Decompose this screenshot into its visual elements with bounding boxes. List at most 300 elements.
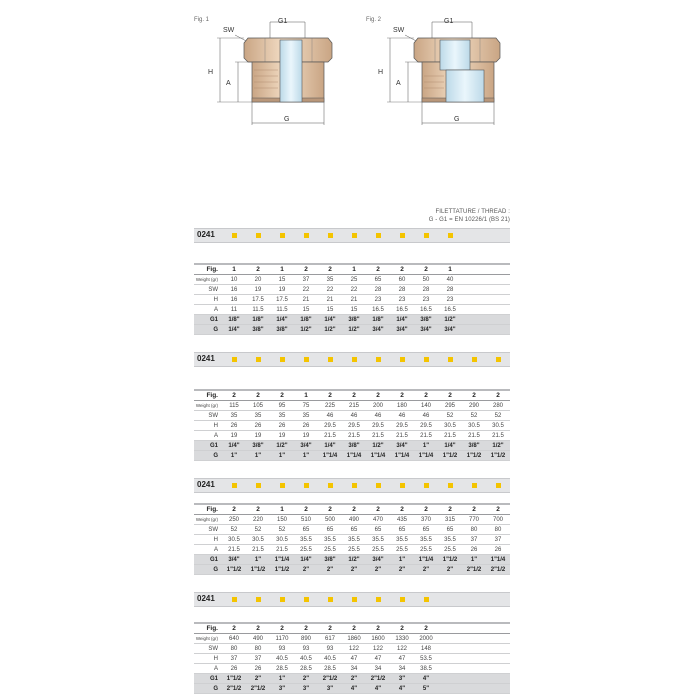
- spec-cell: 1: [270, 504, 294, 515]
- spec-cell: 1"1/2: [246, 565, 270, 575]
- spec-cell: 2: [342, 623, 366, 634]
- availability-dot: [352, 597, 357, 602]
- spec-cell: 40.5: [270, 654, 294, 664]
- availability-dot: [448, 233, 453, 238]
- spec-cell: [462, 315, 486, 325]
- spec-cell: 215: [342, 401, 366, 411]
- availability-dot: [400, 357, 405, 362]
- spec-cell: 37: [246, 654, 270, 664]
- spec-cell: 65: [366, 275, 390, 285]
- row-label: H: [194, 535, 222, 545]
- spec-cell: 35: [246, 411, 270, 421]
- spec-cell: 35.5: [294, 535, 318, 545]
- spec-cell: 1860: [342, 634, 366, 644]
- availability-dot: [328, 483, 333, 488]
- availability-dot: [256, 357, 261, 362]
- spec-cell: [438, 623, 462, 634]
- row-label: G: [194, 565, 222, 575]
- spec-cell: 1"1/4: [414, 555, 438, 565]
- row-label: Fig.: [194, 623, 222, 634]
- spec-cell: 25.5: [390, 545, 414, 555]
- spec-cell: 35.5: [342, 535, 366, 545]
- spec-cell: 1: [270, 264, 294, 275]
- row-label: Weight (gr): [194, 634, 222, 644]
- spec-cell: 25: [342, 275, 366, 285]
- spec-cell: 75: [294, 401, 318, 411]
- spec-row-h: [194, 421, 510, 431]
- spec-cell: 40.5: [294, 654, 318, 664]
- spec-cell: 11: [222, 305, 246, 315]
- spec-cell: 490: [246, 634, 270, 644]
- spec-cell: 1"1/4: [390, 451, 414, 461]
- spec-cell: [486, 654, 510, 664]
- fig2-sw-label: SW: [393, 27, 405, 34]
- spec-cell: 52: [486, 411, 510, 421]
- spec-cell: [486, 315, 510, 325]
- fig2-g1-label: G1: [444, 18, 454, 25]
- availability-dot: [256, 233, 261, 238]
- spec-cell: [462, 264, 486, 275]
- spec-cell: 150: [270, 515, 294, 525]
- spec-cell: [462, 664, 486, 674]
- spec-cell: 1/4": [270, 315, 294, 325]
- spec-cell: 1": [462, 555, 486, 565]
- spec-row-g: [194, 684, 510, 694]
- fig2-h-label: H: [378, 69, 384, 76]
- row-label: Weight (gr): [194, 515, 222, 525]
- spec-cell: 34: [390, 664, 414, 674]
- spec-row-sw: [194, 644, 510, 654]
- row-label: A: [194, 545, 222, 555]
- spec-cell: 80: [222, 644, 246, 654]
- availability-dot: [280, 357, 285, 362]
- spec-cell: 1": [414, 441, 438, 451]
- spec-cell: 2: [318, 390, 342, 401]
- spec-cell: 93: [294, 644, 318, 654]
- spec-row-sw: [194, 525, 510, 535]
- spec-cell: 52: [270, 525, 294, 535]
- spec-cell: 28: [414, 285, 438, 295]
- spec-cell: 1/8": [246, 315, 270, 325]
- spec-cell: 3/8": [462, 441, 486, 451]
- spec-cell: 29.5: [342, 421, 366, 431]
- spec-cell: [462, 634, 486, 644]
- spec-cell: 2: [438, 504, 462, 515]
- spec-cell: 20: [246, 275, 270, 285]
- spec-cell: 1/4": [438, 441, 462, 451]
- availability-dot: [328, 597, 333, 602]
- spec-cell: 16.5: [366, 305, 390, 315]
- spec-cell: 21: [294, 295, 318, 305]
- spec-cell: 3/4": [414, 325, 438, 335]
- spec-cell: 16: [222, 285, 246, 295]
- fig1-h-label: H: [208, 69, 214, 76]
- spec-cell: 80: [462, 525, 486, 535]
- spec-cell: 1"1/2: [486, 451, 510, 461]
- spec-cell: 15: [270, 275, 294, 285]
- availability-dot: [304, 597, 309, 602]
- spec-cell: 21.5: [366, 431, 390, 441]
- spec-cell: 1/4": [318, 441, 342, 451]
- spec-cell: [462, 644, 486, 654]
- spec-cell: 122: [366, 644, 390, 654]
- spec-cell: 1/2": [438, 315, 462, 325]
- row-label: G1: [194, 315, 222, 325]
- spec-cell: 315: [438, 515, 462, 525]
- spec-cell: 80: [246, 644, 270, 654]
- row-label: G: [194, 451, 222, 461]
- spec-cell: 25.5: [414, 545, 438, 555]
- spec-row-fig: [194, 504, 510, 515]
- spec-cell: 700: [486, 515, 510, 525]
- spec-cell: [438, 674, 462, 684]
- row-label: SW: [194, 644, 222, 654]
- row-label: G1: [194, 674, 222, 684]
- spec-cell: 30.5: [246, 535, 270, 545]
- spec-cell: 617: [318, 634, 342, 644]
- thread-note-line2: G - G1 = EN 10226/1 (BS 21): [428, 217, 510, 223]
- spec-cell: 1"1/2: [222, 674, 246, 684]
- row-label: Fig.: [194, 390, 222, 401]
- spec-cell: 28: [366, 285, 390, 295]
- spec-cell: 1/2": [342, 325, 366, 335]
- spec-cell: 1/8": [366, 315, 390, 325]
- spec-cell: 3/8": [270, 325, 294, 335]
- availability-dot: [352, 357, 357, 362]
- spec-cell: 2": [438, 565, 462, 575]
- spec-cell: 2: [414, 504, 438, 515]
- row-label: A: [194, 664, 222, 674]
- spec-cell: 2: [270, 623, 294, 634]
- spec-cell: [438, 644, 462, 654]
- spec-cell: 1"1/2: [438, 451, 462, 461]
- spec-cell: [462, 684, 486, 694]
- spec-row-weight: [194, 401, 510, 411]
- spec-cell: 21.5: [414, 431, 438, 441]
- thread-note-line1: FILETTATURE / THREAD :: [435, 209, 510, 215]
- spec-cell: 46: [318, 411, 342, 421]
- spec-cell: [438, 634, 462, 644]
- spec-cell: 23: [366, 295, 390, 305]
- spec-cell: [462, 305, 486, 315]
- row-label: G1: [194, 441, 222, 451]
- spec-cell: 16.5: [438, 305, 462, 315]
- spec-cell: 3/4": [390, 441, 414, 451]
- spec-cell: 28: [438, 285, 462, 295]
- spec-cell: 2: [318, 504, 342, 515]
- spec-cell: 30.5: [222, 535, 246, 545]
- spec-cell: 1": [390, 555, 414, 565]
- spec-cell: 23: [414, 295, 438, 305]
- spec-cell: 35.5: [390, 535, 414, 545]
- spec-cell: [462, 325, 486, 335]
- spec-cell: 470: [366, 515, 390, 525]
- spec-cell: 26: [462, 545, 486, 555]
- spec-row-g1: [194, 674, 510, 684]
- spec-cell: 26: [294, 421, 318, 431]
- spec-row-sw: [194, 285, 510, 295]
- row-label: Weight (gr): [194, 401, 222, 411]
- spec-cell: 500: [318, 515, 342, 525]
- availability-dot: [232, 483, 237, 488]
- spec-row-h: [194, 295, 510, 305]
- spec-cell: 3/8": [318, 555, 342, 565]
- spec-cell: 30.5: [462, 421, 486, 431]
- spec-cell: 1"1/2: [438, 555, 462, 565]
- availability-dot: [376, 357, 381, 362]
- spec-cell: 3": [294, 684, 318, 694]
- spec-cell: [462, 275, 486, 285]
- spec-cell: 21.5: [486, 431, 510, 441]
- spec-cell: 53.5: [414, 654, 438, 664]
- spec-cell: [438, 654, 462, 664]
- spec-cell: 1"1/2: [270, 565, 294, 575]
- spec-cell: 220: [246, 515, 270, 525]
- spec-row-a: [194, 545, 510, 555]
- spec-cell: 2: [366, 390, 390, 401]
- spec-cell: 30.5: [438, 421, 462, 431]
- spec-cell: 46: [342, 411, 366, 421]
- spec-cell: 1": [270, 674, 294, 684]
- fig1-a-label: A: [226, 80, 231, 87]
- spec-cell: 3/4": [294, 441, 318, 451]
- availability-dot: [328, 357, 333, 362]
- spec-cell: 65: [390, 525, 414, 535]
- spec-cell: 35.5: [438, 535, 462, 545]
- spec-cell: 46: [366, 411, 390, 421]
- spec-cell: 1/2": [366, 441, 390, 451]
- spec-cell: 26: [246, 664, 270, 674]
- spec-cell: 2: [318, 264, 342, 275]
- fig2-g-label: G: [454, 116, 460, 123]
- spec-cell: 2: [390, 390, 414, 401]
- spec-cell: 28: [390, 285, 414, 295]
- spec-cell: 60: [390, 275, 414, 285]
- spec-cell: 29.5: [318, 421, 342, 431]
- spec-cell: 3/4": [366, 555, 390, 565]
- spec-row-a: [194, 431, 510, 441]
- spec-cell: 65: [318, 525, 342, 535]
- row-label: SW: [194, 525, 222, 535]
- availability-dot: [472, 357, 477, 362]
- availability-dot: [304, 483, 309, 488]
- spec-cell: 2: [366, 623, 390, 634]
- spec-cell: 47: [342, 654, 366, 664]
- spec-cell: 3": [390, 674, 414, 684]
- spec-cell: 640: [222, 634, 246, 644]
- spec-cell: 1/4": [222, 325, 246, 335]
- spec-cell: 770: [462, 515, 486, 525]
- spec-cell: 2: [366, 264, 390, 275]
- spec-cell: 19: [270, 431, 294, 441]
- spec-cell: 4": [414, 674, 438, 684]
- spec-cell: 52: [246, 525, 270, 535]
- spec-cell: 1170: [270, 634, 294, 644]
- spec-cell: 95: [270, 401, 294, 411]
- spec-cell: 21.5: [270, 545, 294, 555]
- spec-cell: 15: [318, 305, 342, 315]
- spec-cell: 30.5: [486, 421, 510, 431]
- code-bar: [194, 352, 510, 367]
- spec-cell: 35: [318, 275, 342, 285]
- spec-cell: 19: [246, 285, 270, 295]
- availability-dot: [400, 597, 405, 602]
- spec-cell: 10: [222, 275, 246, 285]
- article-code: 0241: [197, 230, 215, 239]
- spec-row-fig: [194, 390, 510, 401]
- spec-cell: 2: [414, 623, 438, 634]
- spec-cell: 2: [246, 504, 270, 515]
- spec-row-sw: [194, 411, 510, 421]
- spec-cell: 2: [222, 504, 246, 515]
- spec-row-g1: [194, 315, 510, 325]
- spec-cell: 370: [414, 515, 438, 525]
- spec-cell: 2": [294, 674, 318, 684]
- spec-cell: 1": [222, 451, 246, 461]
- spec-row-fig: [194, 264, 510, 275]
- spec-cell: 2: [366, 504, 390, 515]
- spec-cell: 3/4": [390, 325, 414, 335]
- spec-cell: 4": [366, 684, 390, 694]
- row-label: G: [194, 325, 222, 335]
- spec-cell: 200: [366, 401, 390, 411]
- spec-cell: 23: [438, 295, 462, 305]
- spec-cell: 3/8": [246, 441, 270, 451]
- availability-dot: [448, 357, 453, 362]
- spec-cell: 17.5: [270, 295, 294, 305]
- spec-cell: 1"1/4: [270, 555, 294, 565]
- spec-cell: 21.5: [342, 431, 366, 441]
- spec-cell: 35: [294, 411, 318, 421]
- spec-cell: 4": [390, 684, 414, 694]
- availability-dot: [424, 597, 429, 602]
- spec-cell: [486, 305, 510, 315]
- figure-1: [190, 10, 350, 130]
- spec-cell: 65: [414, 525, 438, 535]
- spec-cell: 1: [222, 264, 246, 275]
- availability-dot: [232, 357, 237, 362]
- availability-dot: [232, 233, 237, 238]
- spec-cell: 2: [294, 623, 318, 634]
- spec-cell: 26: [246, 421, 270, 431]
- spec-cell: 2": [390, 565, 414, 575]
- spec-cell: 52: [222, 525, 246, 535]
- spec-row-weight: [194, 515, 510, 525]
- spec-cell: 3/8": [342, 315, 366, 325]
- spec-cell: 29.5: [414, 421, 438, 431]
- spec-cell: 1": [270, 451, 294, 461]
- spec-cell: 1/4": [222, 441, 246, 451]
- availability-dot: [256, 483, 261, 488]
- spec-cell: 37: [294, 275, 318, 285]
- spec-cell: 510: [294, 515, 318, 525]
- row-label: H: [194, 421, 222, 431]
- spec-cell: 11.5: [246, 305, 270, 315]
- spec-cell: 1: [294, 390, 318, 401]
- spec-cell: 93: [318, 644, 342, 654]
- spec-cell: [486, 264, 510, 275]
- spec-cell: [462, 674, 486, 684]
- spec-cell: 1"1/4: [486, 555, 510, 565]
- availability-dot: [304, 357, 309, 362]
- spec-cell: 2: [438, 390, 462, 401]
- spec-cell: 1/8": [294, 315, 318, 325]
- spec-cell: 1"1/4: [318, 451, 342, 461]
- spec-cell: [486, 285, 510, 295]
- availability-dot: [352, 233, 357, 238]
- spec-cell: 225: [318, 401, 342, 411]
- spec-cell: 21: [318, 295, 342, 305]
- availability-dot: [400, 233, 405, 238]
- spec-cell: 25.5: [366, 545, 390, 555]
- spec-cell: 3": [318, 684, 342, 694]
- availability-dot: [448, 483, 453, 488]
- spec-cell: 5": [414, 684, 438, 694]
- row-label: H: [194, 295, 222, 305]
- spec-cell: 2": [294, 565, 318, 575]
- spec-table: [194, 503, 510, 575]
- spec-cell: 2": [318, 565, 342, 575]
- spec-cell: 35.5: [414, 535, 438, 545]
- spec-table: [194, 263, 510, 335]
- article-code: 0241: [197, 480, 215, 489]
- spec-cell: [486, 275, 510, 285]
- spec-cell: 26: [222, 421, 246, 431]
- spec-cell: 1": [246, 451, 270, 461]
- spec-cell: [486, 623, 510, 634]
- spec-cell: 2: [270, 390, 294, 401]
- spec-cell: 1/2": [486, 441, 510, 451]
- spec-cell: 1/4": [318, 315, 342, 325]
- spec-row-g1: [194, 555, 510, 565]
- availability-dot: [376, 483, 381, 488]
- spec-cell: 28.5: [294, 664, 318, 674]
- spec-cell: 22: [294, 285, 318, 295]
- spec-cell: 2: [390, 504, 414, 515]
- spec-cell: 1/2": [270, 441, 294, 451]
- spec-cell: 3/4": [366, 325, 390, 335]
- spec-cell: 2: [342, 390, 366, 401]
- availability-dot: [280, 233, 285, 238]
- spec-cell: 25.5: [342, 545, 366, 555]
- spec-cell: 34: [366, 664, 390, 674]
- row-label: A: [194, 431, 222, 441]
- spec-row-h: [194, 535, 510, 545]
- spec-row-h: [194, 654, 510, 664]
- spec-row-g: [194, 565, 510, 575]
- spec-cell: 46: [390, 411, 414, 421]
- spec-cell: 19: [294, 431, 318, 441]
- spec-cell: 35: [270, 411, 294, 421]
- availability-dot: [424, 483, 429, 488]
- spec-cell: 65: [294, 525, 318, 535]
- spec-cell: 2: [294, 264, 318, 275]
- spec-cell: 35.5: [318, 535, 342, 545]
- spec-cell: 21.5: [390, 431, 414, 441]
- spec-cell: 2": [246, 674, 270, 684]
- spec-cell: 2: [246, 623, 270, 634]
- availability-dot: [424, 357, 429, 362]
- spec-cell: 93: [270, 644, 294, 654]
- spec-cell: 25.5: [294, 545, 318, 555]
- figure-1-caption: Fig. 1: [194, 17, 210, 23]
- spec-cell: 2": [366, 565, 390, 575]
- spec-cell: 25.5: [318, 545, 342, 555]
- spec-cell: 2: [246, 390, 270, 401]
- spec-cell: 1/2": [294, 325, 318, 335]
- row-label: SW: [194, 411, 222, 421]
- spec-cell: 19: [246, 431, 270, 441]
